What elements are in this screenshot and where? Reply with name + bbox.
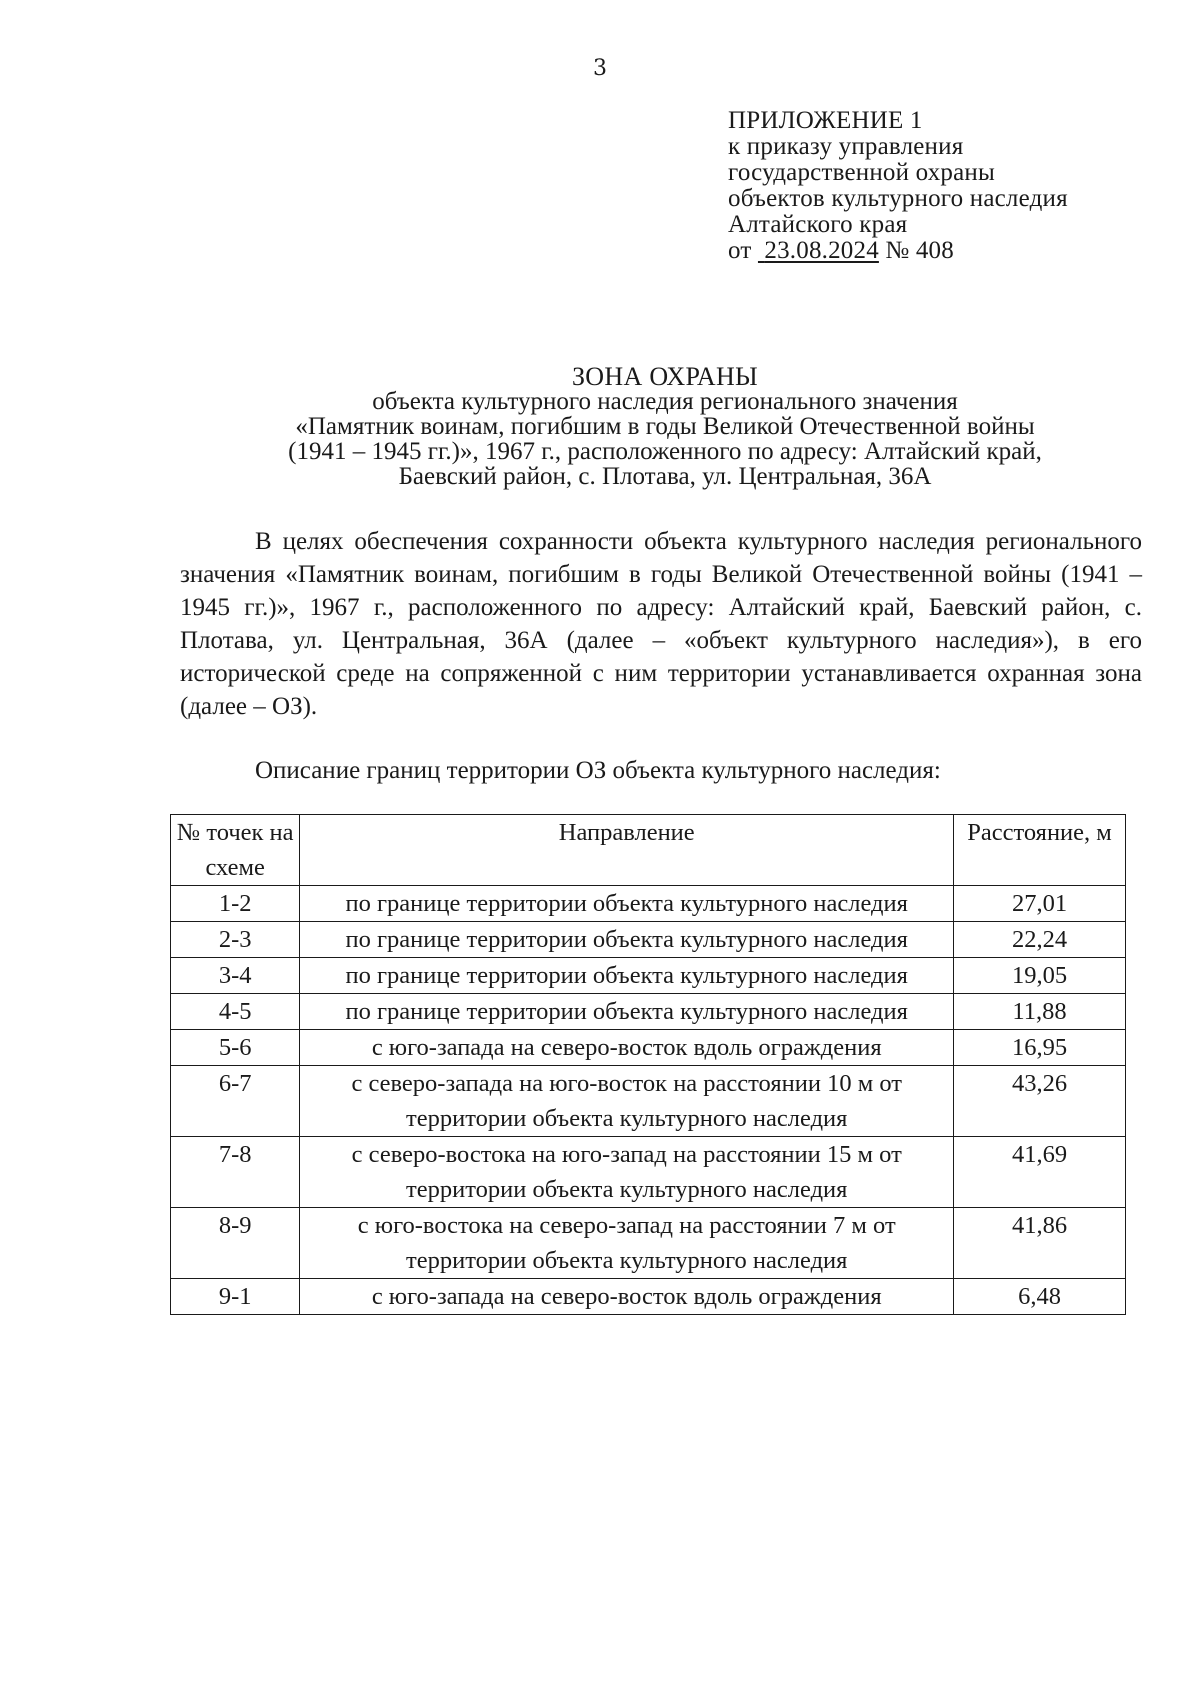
document-title bbox=[150, 364, 1180, 489]
appendix-title: ПРИЛОЖЕНИЕ 1 bbox=[728, 107, 923, 134]
cell-points: 7-8 bbox=[171, 1137, 300, 1208]
table-row bbox=[171, 1030, 1126, 1066]
cell-direction: с юго-запада на северо-восток вдоль ограждения bbox=[300, 1030, 954, 1066]
cell-points: 1-2 bbox=[171, 886, 300, 922]
cell-points: 6-7 bbox=[171, 1066, 300, 1137]
cell-points: 4-5 bbox=[171, 994, 300, 1030]
appendix-date: 23.08.2024 bbox=[764, 237, 879, 264]
table-row bbox=[171, 1208, 1126, 1279]
boundary-table bbox=[170, 814, 1126, 1315]
intro-paragraph: В целях обеспечения сохранности объекта культурного наследия регионального значения «Памятник воинам, погибшим в годы Великой Отечественной войны (1941 – 1945 гг.)», 1967 г., расположенного по адресу: Алтайский край, Баевский район, с. Плотава, ул. Центральная, 36А (далее – «объект культурного наследия»), в его исторической среде на сопряженной с ним территории устанавливается охранная зона (далее – ОЗ). bbox=[180, 528, 1142, 720]
title-line: (1941 – 1945 гг.)», 1967 г., расположенного по адресу: Алтайский край, bbox=[288, 438, 1042, 465]
cell-points: 2-3 bbox=[171, 922, 300, 958]
page-number: 3 bbox=[593, 56, 607, 81]
title-line: «Памятник воинам, погибшим в годы Великой Отечественной войны bbox=[295, 413, 1035, 440]
table-row bbox=[171, 1066, 1126, 1137]
cell-distance: 41,86 bbox=[954, 1208, 1126, 1279]
appendix-line: к приказу управления bbox=[728, 133, 964, 160]
appendix-line: государственной охраны bbox=[728, 159, 995, 186]
title-line: Баевский район, с. Плотава, ул. Центральная, 36А bbox=[398, 463, 932, 490]
cell-direction: с юго-запада на северо-восток вдоль ограждения bbox=[300, 1279, 954, 1315]
header-distance: Расстояние, м bbox=[954, 815, 1126, 886]
appendix-number: № 408 bbox=[885, 237, 954, 264]
table-caption: Описание границ территории ОЗ объекта культурного наследия: bbox=[255, 757, 941, 784]
cell-direction: по границе территории объекта культурного наследия bbox=[300, 922, 954, 958]
cell-distance: 43,26 bbox=[954, 1066, 1126, 1137]
cell-distance: 6,48 bbox=[954, 1279, 1126, 1315]
header-direction: Направление bbox=[300, 815, 954, 886]
cell-direction: с северо-востока на юго-запад на расстоянии 15 м от территории объекта культурного наследия bbox=[300, 1137, 954, 1208]
table-row bbox=[171, 1279, 1126, 1315]
cell-direction: с северо-запада на юго-восток на расстоянии 10 м от территории объекта культурного наследия bbox=[300, 1066, 954, 1137]
cell-distance: 41,69 bbox=[954, 1137, 1126, 1208]
appendix-line: объектов культурного наследия bbox=[728, 185, 1068, 212]
header-points: № точек на схеме bbox=[171, 815, 300, 886]
cell-distance: 11,88 bbox=[954, 994, 1126, 1030]
table-header-row bbox=[171, 815, 1126, 886]
appendix-line: Алтайского края bbox=[728, 211, 908, 238]
cell-direction: с юго-востока на северо-запад на расстоянии 7 м от территории объекта культурного наследия bbox=[300, 1208, 954, 1279]
cell-direction: по границе территории объекта культурного наследия bbox=[300, 886, 954, 922]
appendix-date-prefix: от bbox=[728, 237, 752, 264]
cell-distance: 19,05 bbox=[954, 958, 1126, 994]
table-row bbox=[171, 994, 1126, 1030]
appendix-date-line bbox=[728, 238, 1148, 264]
appendix-block bbox=[728, 108, 1148, 264]
cell-points: 5-6 bbox=[171, 1030, 300, 1066]
cell-distance: 22,24 bbox=[954, 922, 1126, 958]
table-row bbox=[171, 922, 1126, 958]
cell-distance: 27,01 bbox=[954, 886, 1126, 922]
cell-distance: 16,95 bbox=[954, 1030, 1126, 1066]
table-row bbox=[171, 1137, 1126, 1208]
cell-points: 9-1 bbox=[171, 1279, 300, 1315]
cell-points: 8-9 bbox=[171, 1208, 300, 1279]
table-row bbox=[171, 958, 1126, 994]
cell-direction: по границе территории объекта культурного наследия bbox=[300, 958, 954, 994]
cell-direction: по границе территории объекта культурного наследия bbox=[300, 994, 954, 1030]
title-line: объекта культурного наследия регионального значения bbox=[372, 388, 958, 415]
table-row bbox=[171, 886, 1126, 922]
title-heading: ЗОНА ОХРАНЫ bbox=[571, 362, 759, 391]
cell-points: 3-4 bbox=[171, 958, 300, 994]
